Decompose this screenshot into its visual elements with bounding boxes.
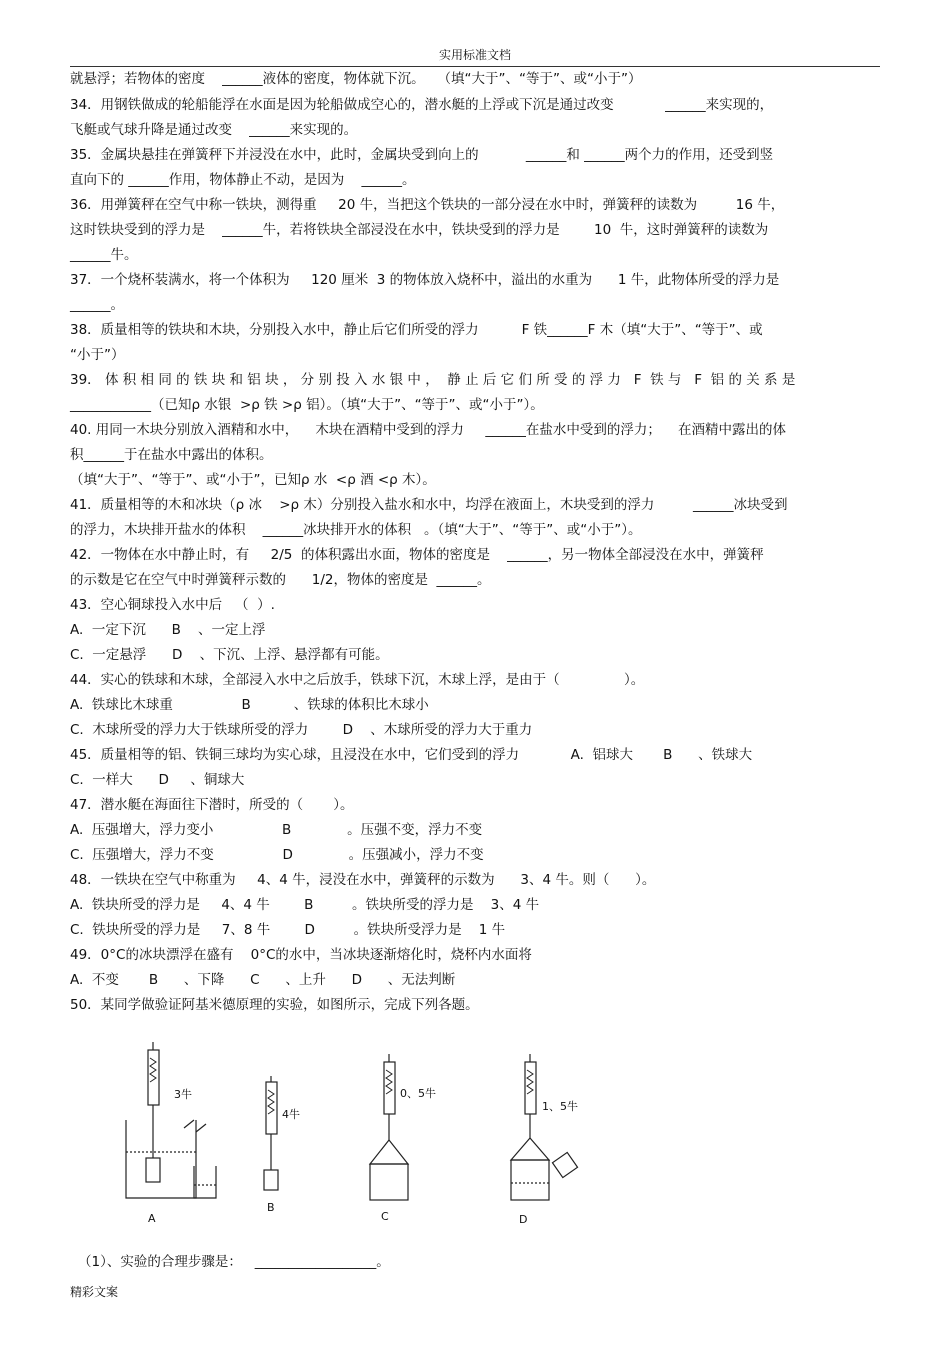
- text-line: A. 一定下沉 B 、一定上浮: [70, 622, 266, 638]
- text-line: 的示数是它在空气中时弹簧秤示数的 1/2，物体的密度是 ______。: [70, 572, 491, 588]
- label-a: A: [148, 1212, 156, 1225]
- text-line: 38．质量相等的铁块和木块，分别投入水中，静止后它们所受的浮力 F 铁______F 木（填“大于”、“等于”、或: [70, 322, 763, 338]
- text-line: 飞艇或气球升降是通过改变 ______来实现的。: [70, 122, 358, 138]
- text-line: 41．质量相等的木和冰块（ρ 冰 >ρ 木）分别投入盐水和水中，均浮在液面上，木块受到的浮力 ______冰块受到: [70, 497, 788, 513]
- text-line: ______。: [70, 297, 124, 313]
- setup-c: [370, 1054, 408, 1200]
- text-line: 这时铁块受到的浮力是 ______牛，若将铁块全部浸没在水中，铁块受到的浮力是 10 牛，这时弹簧秤的读数为: [70, 222, 769, 238]
- text-line: 43．空心铜球投入水中后 （ ）.: [70, 597, 275, 613]
- text-line: A. 不变 B 、下降 C 、上升 D 、无法判断: [70, 972, 456, 988]
- text-line: 44．实心的铁球和木球，全部浸入水中之后放手，铁球下沉，木球上浮，是由于（ ）。: [70, 672, 645, 688]
- setup-a: [126, 1042, 216, 1198]
- text-line: 34．用钢铁做成的轮船能浮在水面是因为轮船做成空心的，潜水艇的上浮或下沉是通过改变 ______来实现的，: [70, 97, 774, 113]
- reading-c: 0、5牛: [400, 1087, 436, 1100]
- text-line: C. 一定悬浮 D 、下沉、上浮、悬浮都有可能。: [70, 647, 389, 663]
- setup-d: [511, 1054, 578, 1200]
- header-rule: [70, 66, 880, 67]
- text-line: ______牛。: [70, 247, 138, 263]
- label-b: B: [267, 1201, 275, 1214]
- text-line: 42．一物体在水中静止时，有 2/5 的体积露出水面，物体的密度是 ______，另一物体全部浸没在水中，弹簧秤: [70, 547, 764, 563]
- question-1: （1）、实验的合理步骤是： __________________。: [78, 1254, 390, 1270]
- text-line: ____________（已知ρ 水银 >ρ 铁 >ρ 铝）。（填“大于”、“等于”、或“小于”）。: [70, 397, 544, 413]
- text-line: 积______于在盐水中露出的体积。: [70, 447, 273, 463]
- text-line: （填“大于”、“等于”、或“小于”，已知ρ 水 <ρ 酒 <ρ 木）。: [70, 472, 436, 488]
- text-line: C. 铁块所受的浮力是 7、8 牛 D 。铁块所受浮力是 1 牛: [70, 922, 506, 938]
- experiment-figure: [110, 1040, 630, 1240]
- text-line: A. 铁球比木球重 B 、铁球的体积比木球小: [70, 697, 429, 713]
- reading-b: 4牛: [282, 1108, 300, 1121]
- text-line: 48．一铁块在空气中称重为 4、4 牛，浸没在水中，弹簧秤的示数为 3、4 牛。则（ ）。: [70, 872, 656, 888]
- text-line: 47．潜水艇在海面往下潜时，所受的（ ）。: [70, 797, 354, 813]
- text-line: 36．用弹簧秤在空气中称一铁块，测得重 20 牛，当把这个铁块的一部分浸在水中时，弹簧秤的读数为 16 牛，: [70, 197, 785, 213]
- text-line: 39． 体 积 相 同 的 铁 块 和 铝 块 ， 分 别 投 入 水 银 中 ， 静 止 后 它 们 所 受 的 浮 力 F 铁 与 F 铝 的 关 系 是: [70, 372, 796, 388]
- text-line: A. 压强增大，浮力变小 B 。压强不变，浮力不变: [70, 822, 483, 838]
- page-footer: 精彩文案: [70, 1285, 119, 1299]
- text-line: 49．0°C的冰块漂浮在盛有 0°C的水中，当冰块逐渐熔化时，烧杯内水面将: [70, 947, 532, 963]
- page-header: 实用标准文档: [438, 48, 511, 62]
- text-line: C. 一样大 D 、铜球大: [70, 772, 245, 788]
- text-line: 45．质量相等的铝、铁铜三球均为实心球，且浸没在水中，它们受到的浮力 A. 铝球大 B 、铁球大: [70, 747, 753, 763]
- text-line: 50．某同学做验证阿基米德原理的实验，如图所示，完成下列各题。: [70, 997, 479, 1013]
- text-line: 直向下的 ______作用，物体静止不动，是因为 ______。: [70, 172, 416, 188]
- text-line: A. 铁块所受的浮力是 4、4 牛 B 。铁块所受的浮力是 3、4 牛: [70, 897, 540, 913]
- text-line: 就悬浮；若物体的密度 ______液体的密度，物体就下沉。 （填“大于”、“等于”、或“小于”）: [70, 71, 642, 87]
- text-line: C. 木球所受的浮力大于铁球所受的浮力 D 、木球所受的浮力大于重力: [70, 722, 533, 738]
- reading-a: 3牛: [174, 1088, 192, 1101]
- label-c: C: [381, 1210, 389, 1223]
- text-line: 35．金属块悬挂在弹簧秤下并浸没在水中，此时，金属块受到向上的 ______和 ______两个力的作用，还受到竖: [70, 147, 774, 163]
- label-d: D: [519, 1213, 528, 1226]
- text-line: “小于”）: [70, 347, 125, 363]
- text-line: C. 压强增大，浮力不变 D 。压强减小，浮力不变: [70, 847, 484, 863]
- setup-b: [264, 1076, 278, 1190]
- reading-d: 1、5牛: [542, 1100, 578, 1113]
- text-line: 40. 用同一木块分别放入酒精和水中， 木块在酒精中受到的浮力 ______在盐水中受到的浮力； 在酒精中露出的体: [70, 422, 787, 438]
- text-line: 37．一个烧杯装满水，将一个体积为 120 厘米 3 的物体放入烧杯中，溢出的水重为 1 牛，此物体所受的浮力是: [70, 272, 780, 288]
- text-line: 的浮力，木块排开盐水的体积 ______冰块排开水的体积 。（填“大于”、“等于”、或“小于”）。: [70, 522, 642, 538]
